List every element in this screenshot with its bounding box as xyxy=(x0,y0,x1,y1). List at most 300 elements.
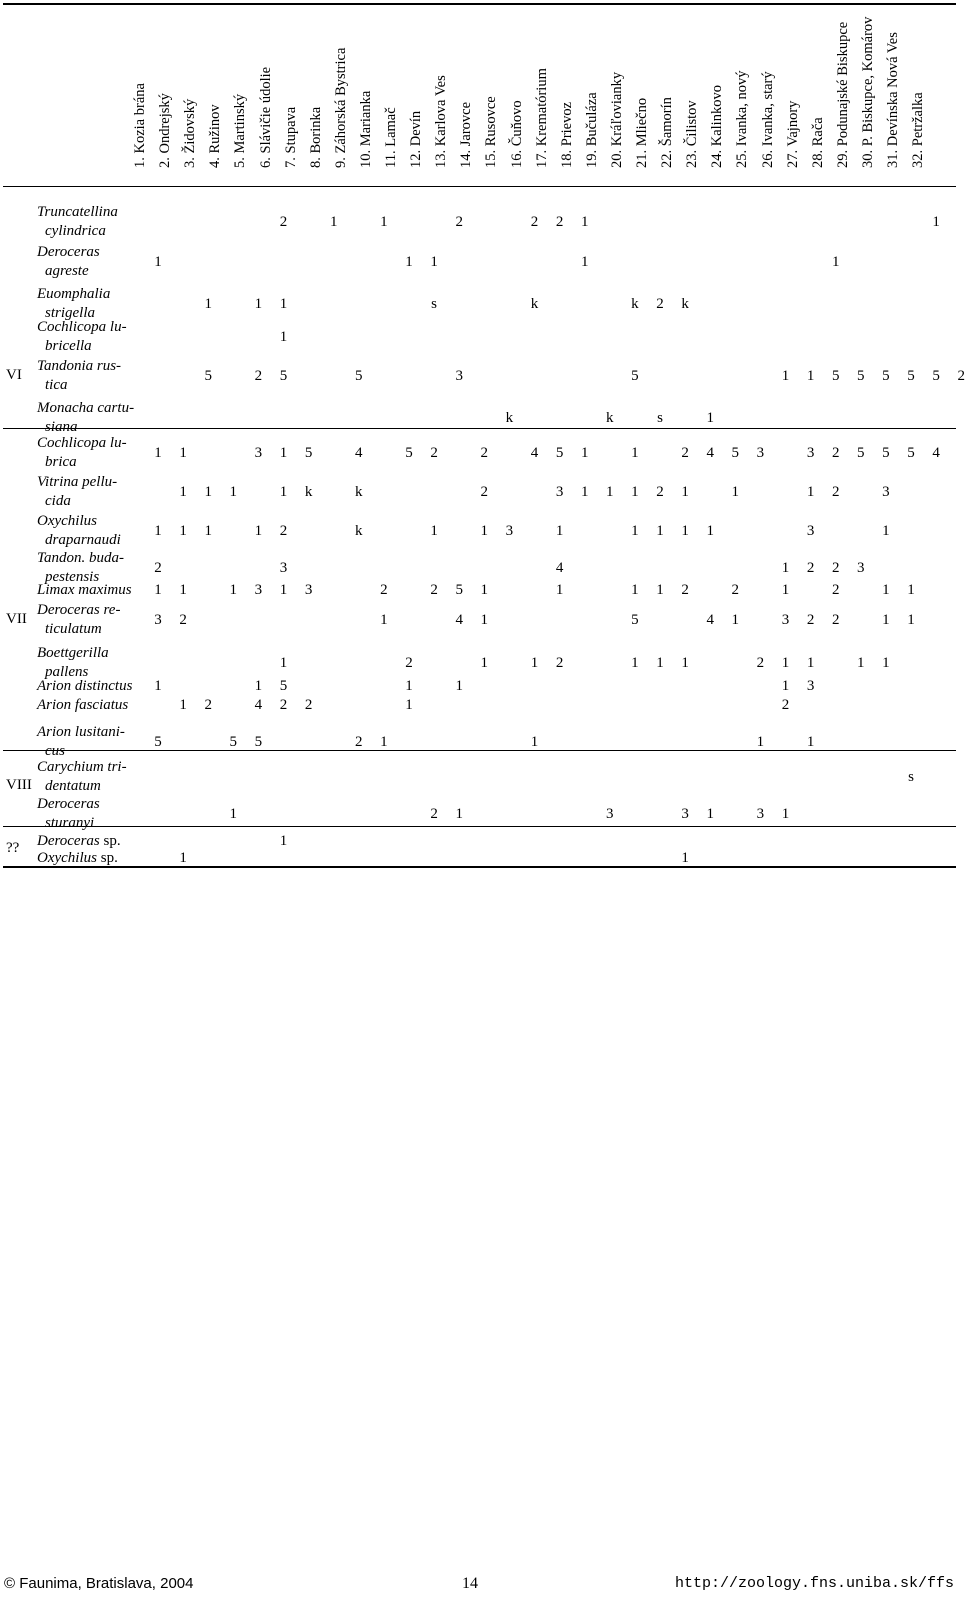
species-name-line1 xyxy=(37,203,118,222)
site-header-label: 10. Marianka xyxy=(357,90,374,168)
abundance-cell: 1 xyxy=(279,833,288,849)
abundance-cell: 1 xyxy=(405,678,413,694)
species-name xyxy=(37,723,125,761)
site-header-label: 12. Devín xyxy=(408,110,425,168)
abundance-cell: 5 xyxy=(229,734,238,750)
abundance-cell: k xyxy=(355,484,363,500)
species-name xyxy=(37,512,121,550)
species-name xyxy=(37,581,132,600)
abundance-cell: s xyxy=(431,296,438,312)
abundance-cell: 1 xyxy=(932,214,940,230)
abundance-cell: 1 xyxy=(455,806,463,822)
species-name-text: Cochlicopa lu- xyxy=(37,319,127,335)
abundance-cell: 1 xyxy=(279,484,288,500)
table-bottom-rule xyxy=(3,866,956,868)
abundance-cell: s xyxy=(908,769,914,785)
abundance-cell: 1 xyxy=(907,612,915,628)
abundance-cell: 1 xyxy=(279,445,288,461)
abundance-cell: 2 xyxy=(831,612,840,628)
abundance-cell: 1 xyxy=(480,612,489,628)
species-name-line2: pallens xyxy=(45,664,89,680)
species-name-line1 xyxy=(37,549,124,568)
abundance-cell: 1 xyxy=(179,445,187,461)
abundance-cell: k xyxy=(681,296,689,312)
abundance-cell: 1 xyxy=(806,655,815,671)
abundance-cell: 1 xyxy=(279,296,288,312)
abundance-cell: 1 xyxy=(631,582,639,598)
species-name-line1 xyxy=(37,285,110,304)
site-header-label: 1. Kozia brána xyxy=(132,83,148,168)
abundance-cell: 1 xyxy=(781,678,790,694)
footer-copyright: © Faunima, Bratislava, 2004 xyxy=(4,1575,194,1592)
species-name-line2: siana xyxy=(45,419,78,435)
group-label: ?? xyxy=(6,840,20,856)
abundance-cell: 3 xyxy=(606,806,614,822)
abundance-cell: 2 xyxy=(179,612,187,628)
abundance-cell: 5 xyxy=(154,734,162,750)
abundance-cell: 1 xyxy=(731,484,740,500)
abundance-cell: 5 xyxy=(631,368,639,384)
abundance-cell: 1 xyxy=(781,806,790,822)
page-number: 14 xyxy=(462,1575,478,1592)
abundance-cell: k xyxy=(530,296,539,312)
abundance-cell: 5 xyxy=(907,445,915,461)
species-name-line1 xyxy=(37,849,118,868)
site-header-label: 3. Židovský xyxy=(182,98,199,168)
abundance-cell: s xyxy=(657,410,663,426)
species-name xyxy=(37,677,132,696)
abundance-cell: 2 xyxy=(279,214,288,230)
species-name-line2: sturanyi xyxy=(45,815,95,831)
abundance-cell: 1 xyxy=(380,734,388,750)
species-name-line2: pestensis xyxy=(45,569,100,585)
abundance-cell: 1 xyxy=(179,523,187,539)
species-name xyxy=(37,357,121,395)
species-name-text: Boettgerilla xyxy=(37,645,109,661)
species-name-suffix: sp. xyxy=(99,833,121,849)
abundance-cell: 3 xyxy=(505,523,514,539)
abundance-cell: 1 xyxy=(781,368,790,384)
site-header-label: 15. Rusovce xyxy=(483,96,500,168)
abundance-cell: 3 xyxy=(806,523,815,539)
abundance-cell: 1 xyxy=(555,582,564,598)
species-name xyxy=(37,399,134,437)
abundance-cell: 1 xyxy=(555,523,564,539)
species-name-text: Deroceras xyxy=(37,796,100,812)
site-header-label: 27. Vajnory xyxy=(784,100,801,168)
abundance-cell: 1 xyxy=(430,254,438,270)
species-name-line1 xyxy=(37,677,132,696)
abundance-cell: 1 xyxy=(279,655,288,671)
species-name-text: Oxychilus xyxy=(37,850,97,866)
abundance-cell: 1 xyxy=(806,368,815,384)
abundance-cell: 5 xyxy=(254,734,263,750)
species-name-line1 xyxy=(37,399,134,418)
abundance-cell: 1 xyxy=(279,329,288,345)
abundance-cell: 1 xyxy=(681,484,689,500)
abundance-cell: 1 xyxy=(430,523,438,539)
abundance-cell: 3 xyxy=(857,560,865,576)
abundance-cell: 2 xyxy=(455,214,463,230)
abundance-cell: 1 xyxy=(731,612,740,628)
abundance-cell: 2 xyxy=(831,445,840,461)
abundance-cell: 1 xyxy=(254,523,263,539)
species-name-line2: ticulatum xyxy=(45,621,102,637)
abundance-cell: 1 xyxy=(204,523,212,539)
site-header-label: 13. Karlova Ves xyxy=(433,75,450,168)
abundance-cell: 2 xyxy=(681,445,689,461)
abundance-cell: 3 xyxy=(756,445,765,461)
site-header-label: 18. Prievoz xyxy=(558,101,575,168)
species-name xyxy=(37,434,127,472)
species-name xyxy=(37,243,100,281)
species-name-line2: agreste xyxy=(45,263,89,279)
abundance-cell: 1 xyxy=(656,655,664,671)
abundance-cell: 2 xyxy=(731,582,740,598)
abundance-cell: 5 xyxy=(304,445,313,461)
species-name-line1 xyxy=(37,581,132,600)
abundance-cell: 2 xyxy=(656,484,664,500)
abundance-cell: 1 xyxy=(631,523,639,539)
species-name-line1 xyxy=(37,243,100,262)
abundance-cell: k xyxy=(505,410,514,426)
abundance-cell: 1 xyxy=(580,445,589,461)
site-header-label: 6. Slávičie údolie xyxy=(257,66,274,168)
site-header-label: 30. P. Biskupce, Komárov xyxy=(859,16,876,168)
abundance-cell: 5 xyxy=(631,612,639,628)
species-name-text: Euomphalia xyxy=(37,286,111,302)
species-name-text: Deroceras re- xyxy=(37,602,121,618)
group-divider-viii xyxy=(3,826,956,827)
species-name-text: Limax maximus xyxy=(37,582,132,598)
abundance-cell: 2 xyxy=(756,655,765,671)
species-name xyxy=(37,203,118,241)
abundance-cell: 1 xyxy=(229,806,238,822)
abundance-cell: 5 xyxy=(882,368,890,384)
abundance-cell: 1 xyxy=(254,296,263,312)
species-name-line1 xyxy=(37,601,120,620)
species-name-suffix: sp. xyxy=(96,850,118,866)
species-name-text: Monacha cartu- xyxy=(37,400,135,416)
abundance-cell: 1 xyxy=(781,655,790,671)
abundance-cell: 1 xyxy=(681,850,689,866)
species-name-text: Cochlicopa lu- xyxy=(37,435,127,451)
species-name-line2: cylindrica xyxy=(45,223,106,239)
abundance-cell: 1 xyxy=(179,582,187,598)
abundance-cell: 5 xyxy=(932,368,940,384)
site-header-label: 32. Petržalka xyxy=(910,92,927,168)
abundance-cell: 2 xyxy=(430,806,438,822)
abundance-cell: 1 xyxy=(580,484,589,500)
abundance-cell: 2 xyxy=(957,368,965,384)
ecological-group-header xyxy=(2,10,32,186)
abundance-cell: 1 xyxy=(631,445,639,461)
abundance-cell: 3 xyxy=(756,806,765,822)
site-header-label: 22. Šamorín xyxy=(659,97,676,168)
abundance-cell: 1 xyxy=(606,484,614,500)
abundance-cell: 1 xyxy=(154,254,162,270)
abundance-cell: 5 xyxy=(907,368,915,384)
abundance-cell: 1 xyxy=(806,484,815,500)
abundance-cell: 1 xyxy=(380,612,388,628)
site-header-label: 25. Ivanka, nový xyxy=(734,70,751,168)
species-name-line1 xyxy=(37,512,121,531)
abundance-cell: 4 xyxy=(530,445,539,461)
species-name xyxy=(37,318,127,356)
abundance-cell: 2 xyxy=(656,296,664,312)
abundance-cell: 2 xyxy=(154,560,162,576)
site-header-label: 4. Ružinov xyxy=(207,104,224,168)
abundance-cell: 3 xyxy=(254,582,263,598)
species-name-text: Oxychilus xyxy=(37,513,97,529)
abundance-cell: 1 xyxy=(806,734,815,750)
abundance-cell: 3 xyxy=(781,612,790,628)
ecological-group-header-text xyxy=(0,47,2,162)
abundance-cell: 1 xyxy=(580,254,589,270)
species-name-line1 xyxy=(37,318,127,337)
species-name-text: Tandonia rus- xyxy=(37,358,122,374)
site-header-label: 23. Čilistov xyxy=(684,100,701,168)
species-name xyxy=(37,601,120,639)
abundance-cell: 1 xyxy=(907,582,915,598)
site-header-label: 8. Borinka xyxy=(307,106,324,168)
abundance-cell: k xyxy=(355,523,363,539)
abundance-cell: 1 xyxy=(706,523,714,539)
abundance-cell: 1 xyxy=(882,655,890,671)
abundance-cell: 1 xyxy=(179,697,187,713)
species-name xyxy=(37,849,118,868)
species-name-line1 xyxy=(37,758,127,777)
site-header-label: 24. Kalinkovo xyxy=(709,85,726,168)
abundance-cell: 1 xyxy=(681,655,689,671)
abundance-cell: 5 xyxy=(279,368,288,384)
species-name-line2: cus xyxy=(45,743,65,759)
abundance-cell: 1 xyxy=(455,678,463,694)
species-name-text: Arion lusitani- xyxy=(37,724,125,740)
species-name xyxy=(37,795,100,833)
abundance-cell: 3 xyxy=(806,678,815,694)
site-header-label: 5. Martinský xyxy=(232,93,249,168)
abundance-cell: 2 xyxy=(831,560,840,576)
abundance-cell: 2 xyxy=(204,697,212,713)
abundance-cell: 1 xyxy=(706,410,714,426)
abundance-cell: 2 xyxy=(380,582,388,598)
species-name-line1 xyxy=(37,473,117,492)
abundance-cell: 1 xyxy=(154,523,162,539)
abundance-cell: 2 xyxy=(480,445,489,461)
abundance-cell: 1 xyxy=(781,560,790,576)
abundance-cell: 1 xyxy=(405,254,413,270)
abundance-cell: 1 xyxy=(882,612,890,628)
abundance-cell: 2 xyxy=(806,612,815,628)
abundance-cell: k xyxy=(606,410,614,426)
abundance-cell: 1 xyxy=(530,734,539,750)
abundance-cell: 2 xyxy=(254,368,263,384)
abundance-cell: 1 xyxy=(480,523,489,539)
species-name-text: Deroceras xyxy=(37,244,100,260)
species-name-text: Truncatellina xyxy=(37,204,118,220)
site-header-label: 7. Stupava xyxy=(282,106,299,168)
abundance-cell: 2 xyxy=(279,697,288,713)
species-name-line2: brica xyxy=(45,454,77,470)
group-label: VI xyxy=(6,367,22,383)
abundance-cell: 5 xyxy=(279,678,288,694)
species-name-line2: cida xyxy=(45,493,71,509)
species-name xyxy=(37,473,117,511)
abundance-cell: 1 xyxy=(154,445,162,461)
abundance-cell: 2 xyxy=(831,582,840,598)
abundance-cell: 4 xyxy=(932,445,940,461)
abundance-cell: 2 xyxy=(480,484,489,500)
abundance-cell: 1 xyxy=(857,655,865,671)
abundance-cell: 3 xyxy=(279,560,288,576)
species-name-line1 xyxy=(37,644,109,663)
site-header-label: 26. Ivanka, starý xyxy=(759,71,776,168)
abundance-cell: 3 xyxy=(455,368,463,384)
species-name-text: Tandon. buda- xyxy=(37,550,124,566)
species-name-text: Arion distinctus xyxy=(37,678,133,694)
species-name-line2: draparnaudi xyxy=(45,532,121,548)
abundance-cell: 1 xyxy=(781,582,790,598)
abundance-cell: 1 xyxy=(530,655,539,671)
species-name xyxy=(37,696,128,715)
abundance-cell: 3 xyxy=(555,484,564,500)
species-name-line1 xyxy=(37,434,127,453)
abundance-cell: 1 xyxy=(580,214,589,230)
abundance-cell: 2 xyxy=(355,734,363,750)
abundance-cell: 1 xyxy=(229,582,238,598)
abundance-cell: 3 xyxy=(806,445,815,461)
site-header-label: 16. Čuňovo xyxy=(508,100,525,168)
abundance-cell: 2 xyxy=(555,655,564,671)
abundance-cell: 5 xyxy=(405,445,413,461)
species-name-line1 xyxy=(37,696,128,715)
abundance-cell: 1 xyxy=(279,582,288,598)
abundance-cell: 4 xyxy=(355,445,363,461)
abundance-cell: 2 xyxy=(530,214,539,230)
abundance-cell: 1 xyxy=(480,582,489,598)
abundance-cell: 5 xyxy=(455,582,463,598)
abundance-cell: 5 xyxy=(857,445,865,461)
abundance-cell: 3 xyxy=(882,484,890,500)
abundance-cell: 4 xyxy=(555,560,564,576)
abundance-cell: 5 xyxy=(355,368,363,384)
species-name-line2: tica xyxy=(45,377,68,393)
site-header-label: 21. Mliečno xyxy=(634,97,650,168)
abundance-cell: 2 xyxy=(555,214,564,230)
group-label: VII xyxy=(6,611,27,627)
species-name-line1 xyxy=(37,795,100,814)
species-name-text: Deroceras xyxy=(37,833,100,849)
abundance-cell: 2 xyxy=(304,697,313,713)
abundance-cell: 1 xyxy=(254,678,263,694)
abundance-cell: 2 xyxy=(781,697,790,713)
abundance-cell: 1 xyxy=(681,523,689,539)
site-header-label: 9. Záhorská Bystrica xyxy=(332,47,349,168)
abundance-cell: k xyxy=(631,296,639,312)
table-top-rule xyxy=(3,3,956,5)
abundance-cell: 1 xyxy=(204,484,212,500)
abundance-cell: 5 xyxy=(731,445,740,461)
abundance-cell: 1 xyxy=(154,582,162,598)
site-header-label: 31. Devínska Nová Ves xyxy=(885,32,901,168)
abundance-cell: 5 xyxy=(204,368,212,384)
abundance-cell: 1 xyxy=(656,523,664,539)
abundance-cell: 2 xyxy=(831,484,840,500)
abundance-cell: 5 xyxy=(857,368,865,384)
species-name-text: Arion fasciatus xyxy=(37,697,129,713)
species-name-line2: dentatum xyxy=(45,778,101,794)
abundance-cell: 1 xyxy=(831,254,840,270)
abundance-cell: 2 xyxy=(279,523,288,539)
abundance-cell: 1 xyxy=(329,214,338,230)
abundance-cell: 5 xyxy=(831,368,840,384)
abundance-cell: 1 xyxy=(380,214,388,230)
abundance-cell: k xyxy=(304,484,313,500)
abundance-cell: 2 xyxy=(430,445,438,461)
abundance-cell: 2 xyxy=(806,560,815,576)
abundance-cell: 1 xyxy=(480,655,489,671)
site-header-label: 19. Bučuláza xyxy=(583,92,600,168)
abundance-cell: 1 xyxy=(756,734,765,750)
site-header-label: 2. Ondrejský xyxy=(157,93,174,168)
species-name xyxy=(37,758,127,796)
group-label: VIII xyxy=(6,777,32,793)
species-name-text: Vitrina pellu- xyxy=(37,474,118,490)
species-name-text: Carychium tri- xyxy=(37,759,127,775)
site-header-label: 28. Rača xyxy=(809,117,826,168)
footer-url: http://zoology.fns.uniba.sk/ffs xyxy=(674,1575,954,1592)
abundance-cell: 2 xyxy=(430,582,438,598)
abundance-cell: 5 xyxy=(882,445,890,461)
abundance-cell: 3 xyxy=(154,612,162,628)
header-bottom-rule xyxy=(3,186,956,187)
abundance-cell: 1 xyxy=(631,655,639,671)
group-divider-vi xyxy=(3,428,956,429)
site-header-32 xyxy=(910,10,949,186)
abundance-cell: 1 xyxy=(154,678,162,694)
abundance-cell: 4 xyxy=(455,612,463,628)
site-header-label: 17. Krematórium xyxy=(533,68,550,168)
species-name-line1 xyxy=(37,723,125,742)
abundance-cell: 2 xyxy=(405,655,413,671)
abundance-cell: 1 xyxy=(882,523,890,539)
site-header-label: 14. Jarovce xyxy=(458,101,475,168)
abundance-cell: 3 xyxy=(304,582,313,598)
abundance-cell: 1 xyxy=(631,484,639,500)
abundance-cell: 1 xyxy=(179,850,187,866)
site-header-label: 11. Lamač xyxy=(383,107,399,168)
abundance-cell: 3 xyxy=(254,445,263,461)
abundance-cell: 1 xyxy=(179,484,187,500)
abundance-cell: 4 xyxy=(706,612,714,628)
species-name-line1 xyxy=(37,357,121,376)
abundance-cell: 3 xyxy=(681,806,689,822)
site-header-label: 20. Kráľovianky xyxy=(608,71,625,168)
species-name-line2: strigella xyxy=(45,305,96,321)
abundance-cell: 1 xyxy=(405,697,413,713)
abundance-cell: 1 xyxy=(706,806,714,822)
abundance-cell: 1 xyxy=(882,582,890,598)
abundance-cell: 4 xyxy=(706,445,714,461)
abundance-cell: 5 xyxy=(555,445,564,461)
species-name-line2: bricella xyxy=(45,338,92,354)
abundance-cell: 1 xyxy=(204,296,212,312)
abundance-cell: 1 xyxy=(656,582,664,598)
abundance-cell: 4 xyxy=(254,697,263,713)
abundance-cell: 2 xyxy=(681,582,689,598)
abundance-cell: 1 xyxy=(229,484,238,500)
